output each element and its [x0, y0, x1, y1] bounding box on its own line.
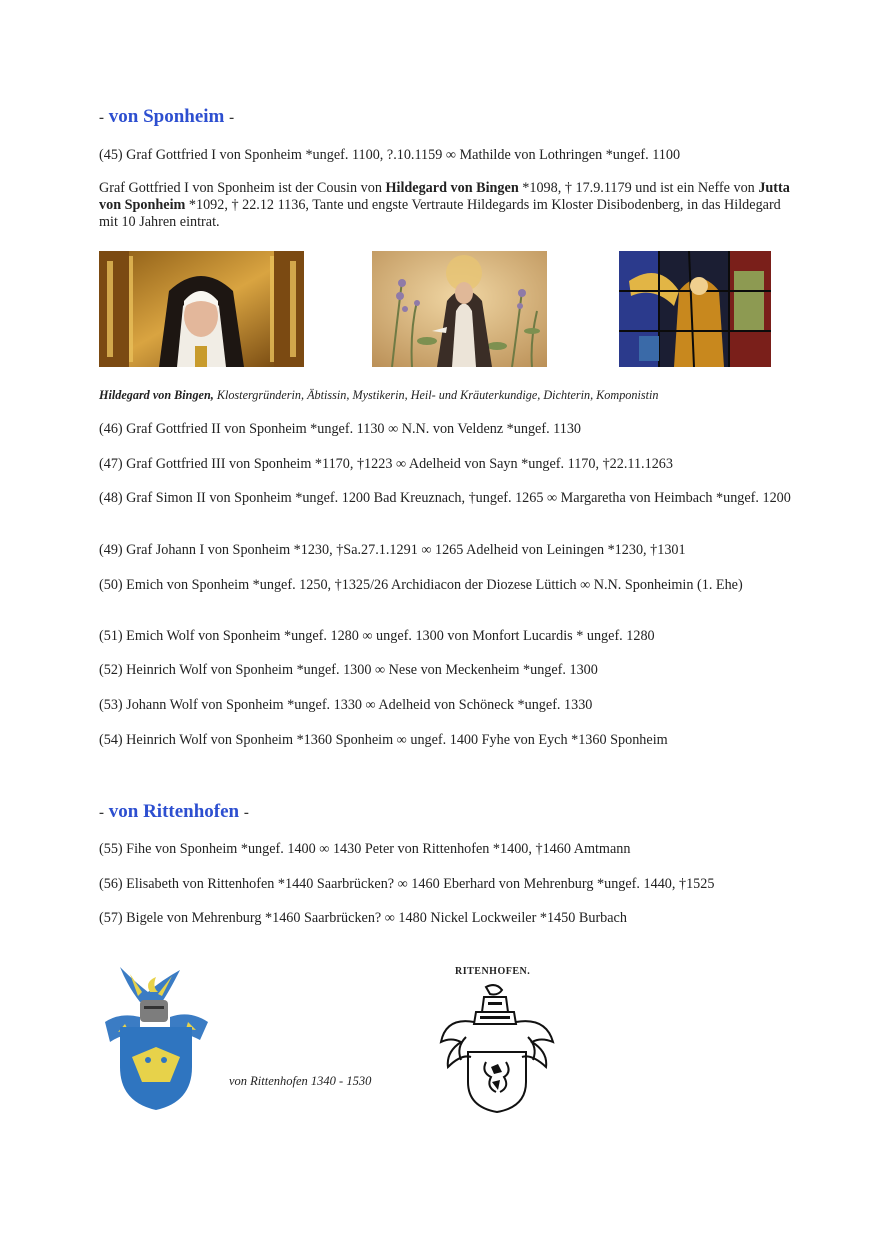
- caption-rest: Klostergründerin, Äbtissin, Mystikerin, Heil- und Kräuterkundige, Dichterin, Komponistin: [213, 388, 659, 402]
- entry-54: (54) Heinrich Wolf von Sponheim *1360 Sponheim ∞ ungef. 1400 Fyhe von Eych *1360 Sponheim: [99, 732, 668, 748]
- stained-glass-image: [619, 251, 771, 367]
- intro-text-1: Graf Gottfried I von Sponheim ist der Cousin von: [99, 180, 386, 196]
- heading-dash-left: -: [99, 110, 104, 126]
- intro-text-2: *1098, † 17.9.1179 und ist ein Neffe von: [518, 180, 759, 196]
- engraved-crest-svg: [436, 982, 558, 1114]
- entry-57: (57) Bigele von Mehrenburg *1460 Saarbrücken? ∞ 1480 Nickel Lockweiler *1450 Burbach: [99, 910, 627, 926]
- entry-55: (55) Fihe von Sponheim *ungef. 1400 ∞ 1430 Peter von Rittenhofen *1400, †1460 Amtmann: [99, 841, 631, 857]
- hildegard-portrait-image: [99, 251, 304, 367]
- colored-coat-of-arms-image: [100, 962, 212, 1112]
- crest-engraving-title: RITENHOFEN.: [455, 966, 531, 977]
- entry-45: (45) Graf Gottfried I von Sponheim *ungef. 1100, ?.10.1159 ∞ Mathilde von Lothringen *ungef. 1100: [99, 147, 681, 163]
- entry-47: (47) Graf Gottfried III von Sponheim *1170, †1223 ∞ Adelheid von Sayn *ungef. 1170, †22.11.1263: [99, 456, 673, 472]
- intro-bold-jutta: Jutta von Sponheim: [99, 180, 790, 213]
- entry-50: (50) Emich von Sponheim *ungef. 1250, †1325/26 Archidiacon der Diozese Lüttich ∞ N.N. Sponheimin (1. Ehe): [99, 577, 743, 593]
- section-heading-rittenhofen: [99, 801, 249, 823]
- entry-49: (49) Graf Johann I von Sponheim *1230, †Sa.27.1.1291 ∞ 1265 Adelheid von Leiningen *1230, †1301: [99, 542, 686, 558]
- entry-53: (53) Johann Wolf von Sponheim *ungef. 1330 ∞ Adelheid von Schöneck *ungef. 1330: [99, 697, 593, 713]
- heading2-dash-right: -: [243, 805, 249, 821]
- heading-dash-right: -: [229, 110, 235, 126]
- caption-bold: Hildegard von Bingen,: [99, 388, 214, 402]
- entry-51: (51) Emich Wolf von Sponheim *ungef. 1280 ∞ ungef. 1300 von Monfort Lucardis * ungef. 1280: [99, 628, 655, 644]
- intro-text-3: *1092, † 22.12 1136, Tante und engste Vertraute Hildegards im Kloster Disibodenberg, in das Hildegard mit 10 Jahren eintrat.: [99, 197, 781, 230]
- hildegard-painting-svg: [372, 251, 547, 367]
- entry-48: (48) Graf Simon II von Sponheim *ungef. 1200 Bad Kreuznach, †ungef. 1265 ∞ Margaretha von Heimbach *ungef. 1200: [99, 490, 791, 506]
- colored-crest-svg: [100, 962, 212, 1112]
- stained-glass-svg: [619, 251, 771, 367]
- intro-paragraph: [99, 180, 799, 231]
- intro-bold-hildegard: Hildegard von Bingen: [385, 180, 519, 196]
- entry-46: (46) Graf Gottfried II von Sponheim *ungef. 1130 ∞ N.N. von Veldenz *ungef. 1130: [99, 421, 582, 437]
- hildegard-portrait-svg: [99, 251, 304, 367]
- heading2-dash-left: -: [99, 805, 104, 821]
- entry-56: (56) Elisabeth von Rittenhofen *1440 Saarbrücken? ∞ 1460 Eberhard von Mehrenburg *ungef. 1440, †1525: [99, 876, 715, 892]
- heading2-title: von Rittenhofen: [108, 801, 240, 822]
- crest-caption: von Rittenhofen 1340 - 1530: [229, 1074, 372, 1088]
- engraved-coat-of-arms-image: [436, 982, 558, 1114]
- heading-title: von Sponheim: [108, 106, 225, 127]
- hildegard-painting-image: [372, 251, 547, 367]
- image-caption: [99, 388, 658, 403]
- section-heading-sponheim: [99, 106, 234, 128]
- entry-52: (52) Heinrich Wolf von Sponheim *ungef. 1300 ∞ Nese von Meckenheim *ungef. 1300: [99, 662, 598, 678]
